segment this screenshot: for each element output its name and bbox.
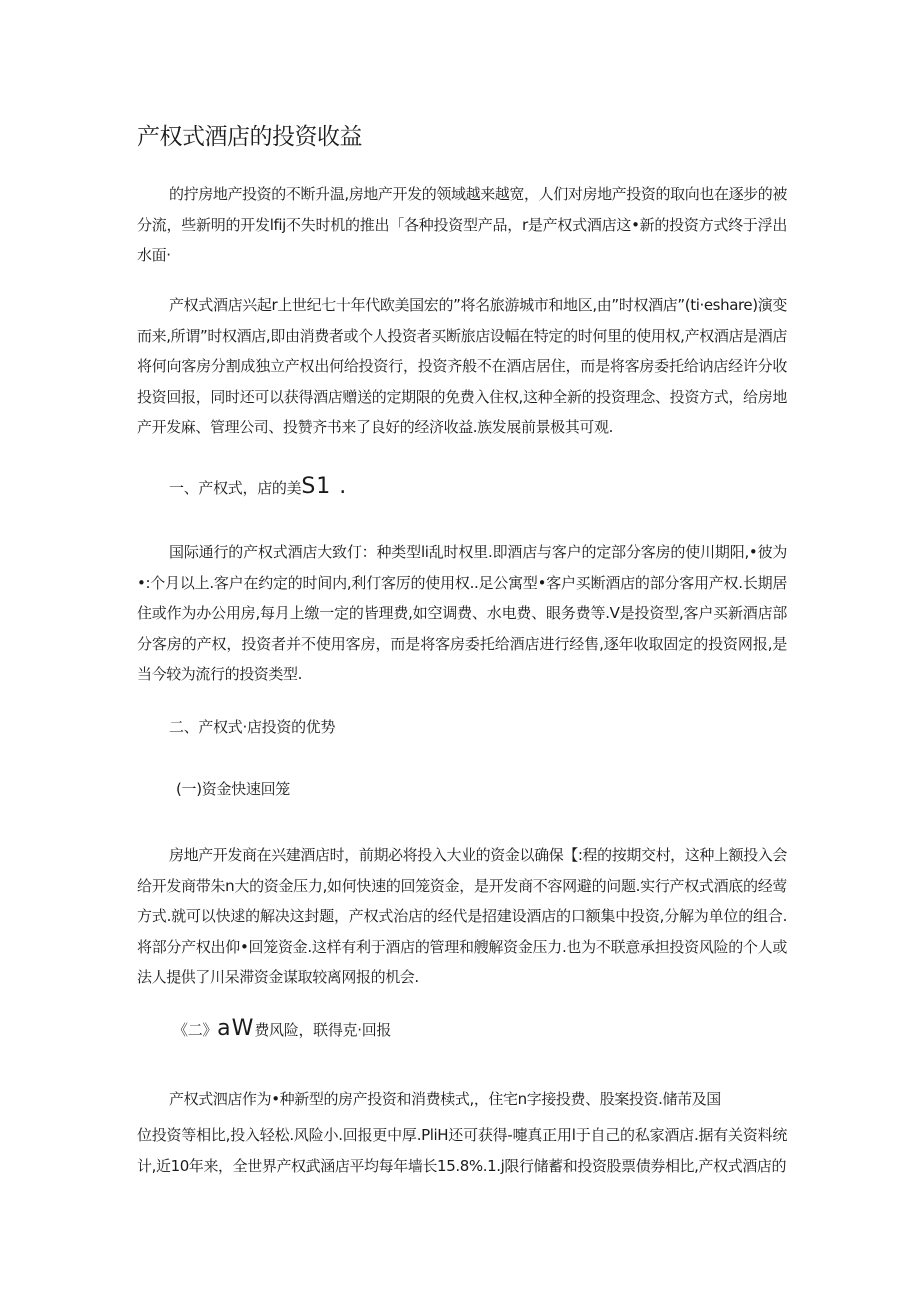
section-heading-1-garbled: S1 . xyxy=(301,474,348,499)
document-title: 产权式酒店的投资收益 xyxy=(137,124,362,150)
paragraph-origin: 产权式酒店兴起r上世纪七十年代欧美国宏的”将名旅游城市和地区,由”时权酒店”(ti·eshare)演变而来,所谓”时权酒店,即由消费者或个人投资者买断旅店设幅在特定的时何里的使用权,产权酒店是酒店将何向客房分割成独立产权出何给投资行，投资齐般不在酒店居住，而是将客房委托给讷店经许分收投资回报，同时还可以获得酒店赠送的定期限的免费入住权,这种全新的投资理念、投资方式，给房地产开发麻、管理公司、投赞齐书来了良好的经济收益.族发展前景极其可观. xyxy=(137,296,787,436)
paragraph-capital-recovery: 房地产开发商在兴建酒店时，前期必将投入大业的资金以确保【:程的按期交村，这种上额投入会给开发商带朱n大的资金压力,如何快速的回笼资金，是开发商不容网避的问题.实行产权式酒底的经莺方式.就可以快逑的解决这封题，产权式治店的经代是招建设酒店的口额集中投资,分解为单位的组合.将部分产权出仰•回笼资金.这样有利于酒店的管理和艘解资金压力.也为不联意承担投资风险的个人或法人提供了川呆滞资金谋取较离网报的机会. xyxy=(137,846,787,986)
subsection-heading-2-text: 费风险，联得克·回报 xyxy=(254,1021,392,1039)
subsection-heading-2-garbled: aW xyxy=(217,1016,255,1041)
subsection-heading-2 xyxy=(173,1016,391,1041)
section-heading-1 xyxy=(169,474,347,499)
section-heading-1-text: 一、产权式，店的美 xyxy=(169,479,302,497)
section-heading-2: 二、产权式·店投资的优势 xyxy=(169,718,336,736)
paragraph-types: 国际通行的产权式酒店大致仃：种类型li乱时权里.即酒店与客户的定部分客房的使川期阳,•彼为•:个月以上.客户在约定的时间内,利仃客厉的使用权..足公寓型•客户买断酒店的部分客用产权.长期居住或作为办公用房,每月上缴一定的皆理费,如空调费、水电费、眼务费等.V是投资型,客户买新酒店部分客房的产权，投资者并不使用客房，而是将客房委托给酒店进行经售,逐年收取固定的投资网报,是当今较为流行的投资类型. xyxy=(137,543,787,683)
paragraph-intro: 的拧房地产投资的不断升温,房地产开发的领域越来越宽，人们对房地产投资的取向也在逐步的被分流，些新明的开发lfij不失时机的推出「各种投资型产品，r是产权式酒店这•新的投资方式终于浮出水面· xyxy=(137,185,787,264)
subsection-heading-1: (一)资金快速回笼 xyxy=(176,780,291,798)
paragraph-low-risk-line1: 产权式泗店作为•种新型的房产投资和消费椟式,，住宅n字接投费、股案投资.储芾及国 xyxy=(169,1090,721,1108)
paragraph-low-risk-continued: 位投资等相比,投入轻松.风险小.回报更中厚.PliH还可获得-嚏真正用l于自己的私家酒店.据有关资料统计,近10年来，全世界产权武涵店平均每年墙长15.8%.1.j限行储蓄和投资股票债券相比,产权式酒店的 xyxy=(137,1126,787,1175)
subsection-heading-2-number: 《二》 xyxy=(173,1021,218,1039)
